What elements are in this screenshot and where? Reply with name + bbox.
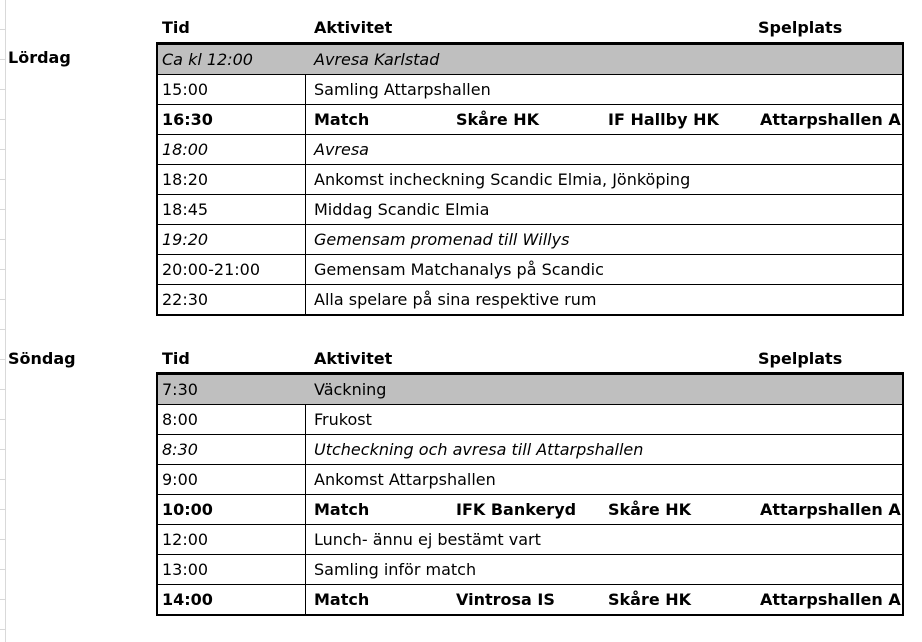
schedule-row[interactable] [158,134,902,164]
activity-cell: Middag Scandic Elmia [314,200,490,219]
time-cell: 18:20 [162,170,209,189]
away-team-cell: Skåre HK [608,590,692,609]
activity-cell: Samling Attarpshallen [314,80,491,99]
activity-cell: Ankomst incheckning Scandic Elmia, Jönköping [314,170,691,189]
schedule-table-sunday [156,372,904,616]
time-cell: 15:00 [162,80,209,99]
time-cell: 8:00 [162,410,198,429]
schedule-row[interactable] [158,524,902,554]
schedule-row[interactable] [158,104,902,134]
activity-cell: Gemensam promenad till Willys [314,230,570,249]
away-team-cell: Skåre HK [608,500,692,519]
schedule-row[interactable] [158,284,902,314]
schedule-row[interactable] [158,164,902,194]
time-cell: 13:00 [162,560,209,579]
schedule-row[interactable] [158,194,902,224]
schedule-row[interactable] [158,44,902,74]
schedule-row[interactable] [158,494,902,524]
home-team-cell: Skåre HK [456,110,540,129]
time-cell: 14:00 [162,590,213,609]
activity-cell: Utcheckning och avresa till Attarpshallen [314,440,644,459]
time-cell: 18:00 [162,140,209,159]
activity-cell: Samling inför match [314,560,477,579]
activity-cell: Frukost [314,410,372,429]
activity-cell: Ankomst Attarpshallen [314,470,496,489]
day-label-saturday: Lördag [8,48,71,67]
activity-cell: Alla spelare på sina respektive rum [314,290,597,309]
header-tid: Tid [162,349,190,368]
home-team-cell: Vintrosa IS [456,590,555,609]
schedule-row[interactable] [158,404,902,434]
venue-cell: Attarpshallen A [760,500,901,519]
schedule-row[interactable] [158,464,902,494]
schedule-row[interactable] [158,434,902,464]
header-aktivitet: Aktivitet [314,349,393,368]
activity-cell: Match [314,110,370,129]
activity-cell: Match [314,500,370,519]
day-label-sunday: Söndag [8,349,76,368]
schedule-row[interactable] [158,74,902,104]
venue-cell: Attarpshallen A [760,590,901,609]
time-cell: Ca kl 12:00 [162,50,253,69]
activity-cell: Match [314,590,370,609]
time-cell: 19:20 [162,230,209,249]
header-spelplats: Spelplats [758,349,843,368]
venue-cell: Attarpshallen A [760,110,901,129]
schedule-row[interactable] [158,254,902,284]
schedule-row[interactable] [158,554,902,584]
time-cell: 20:00-21:00 [162,260,260,279]
activity-cell: Avresa [314,140,369,159]
activity-cell: Avresa Karlstad [314,50,440,69]
time-cell: 12:00 [162,530,209,549]
time-cell: 16:30 [162,110,213,129]
activity-cell: Väckning [314,380,387,399]
schedule-table-saturday [156,42,904,316]
schedule-row[interactable] [158,224,902,254]
time-cell: 9:00 [162,470,198,489]
time-cell: 10:00 [162,500,213,519]
home-team-cell: IFK Bankeryd [456,500,577,519]
time-cell: 22:30 [162,290,209,309]
schedule-row[interactable] [158,584,902,614]
time-cell: 8:30 [162,440,198,459]
schedule-row[interactable] [158,374,902,404]
header-aktivitet: Aktivitet [314,18,393,37]
activity-cell: Lunch- ännu ej bestämt vart [314,530,541,549]
header-tid: Tid [162,18,190,37]
sheet-gridlines [0,0,6,642]
away-team-cell: IF Hallby HK [608,110,719,129]
time-cell: 7:30 [162,380,198,399]
time-cell: 18:45 [162,200,209,219]
activity-cell: Gemensam Matchanalys på Scandic [314,260,604,279]
header-spelplats: Spelplats [758,18,843,37]
